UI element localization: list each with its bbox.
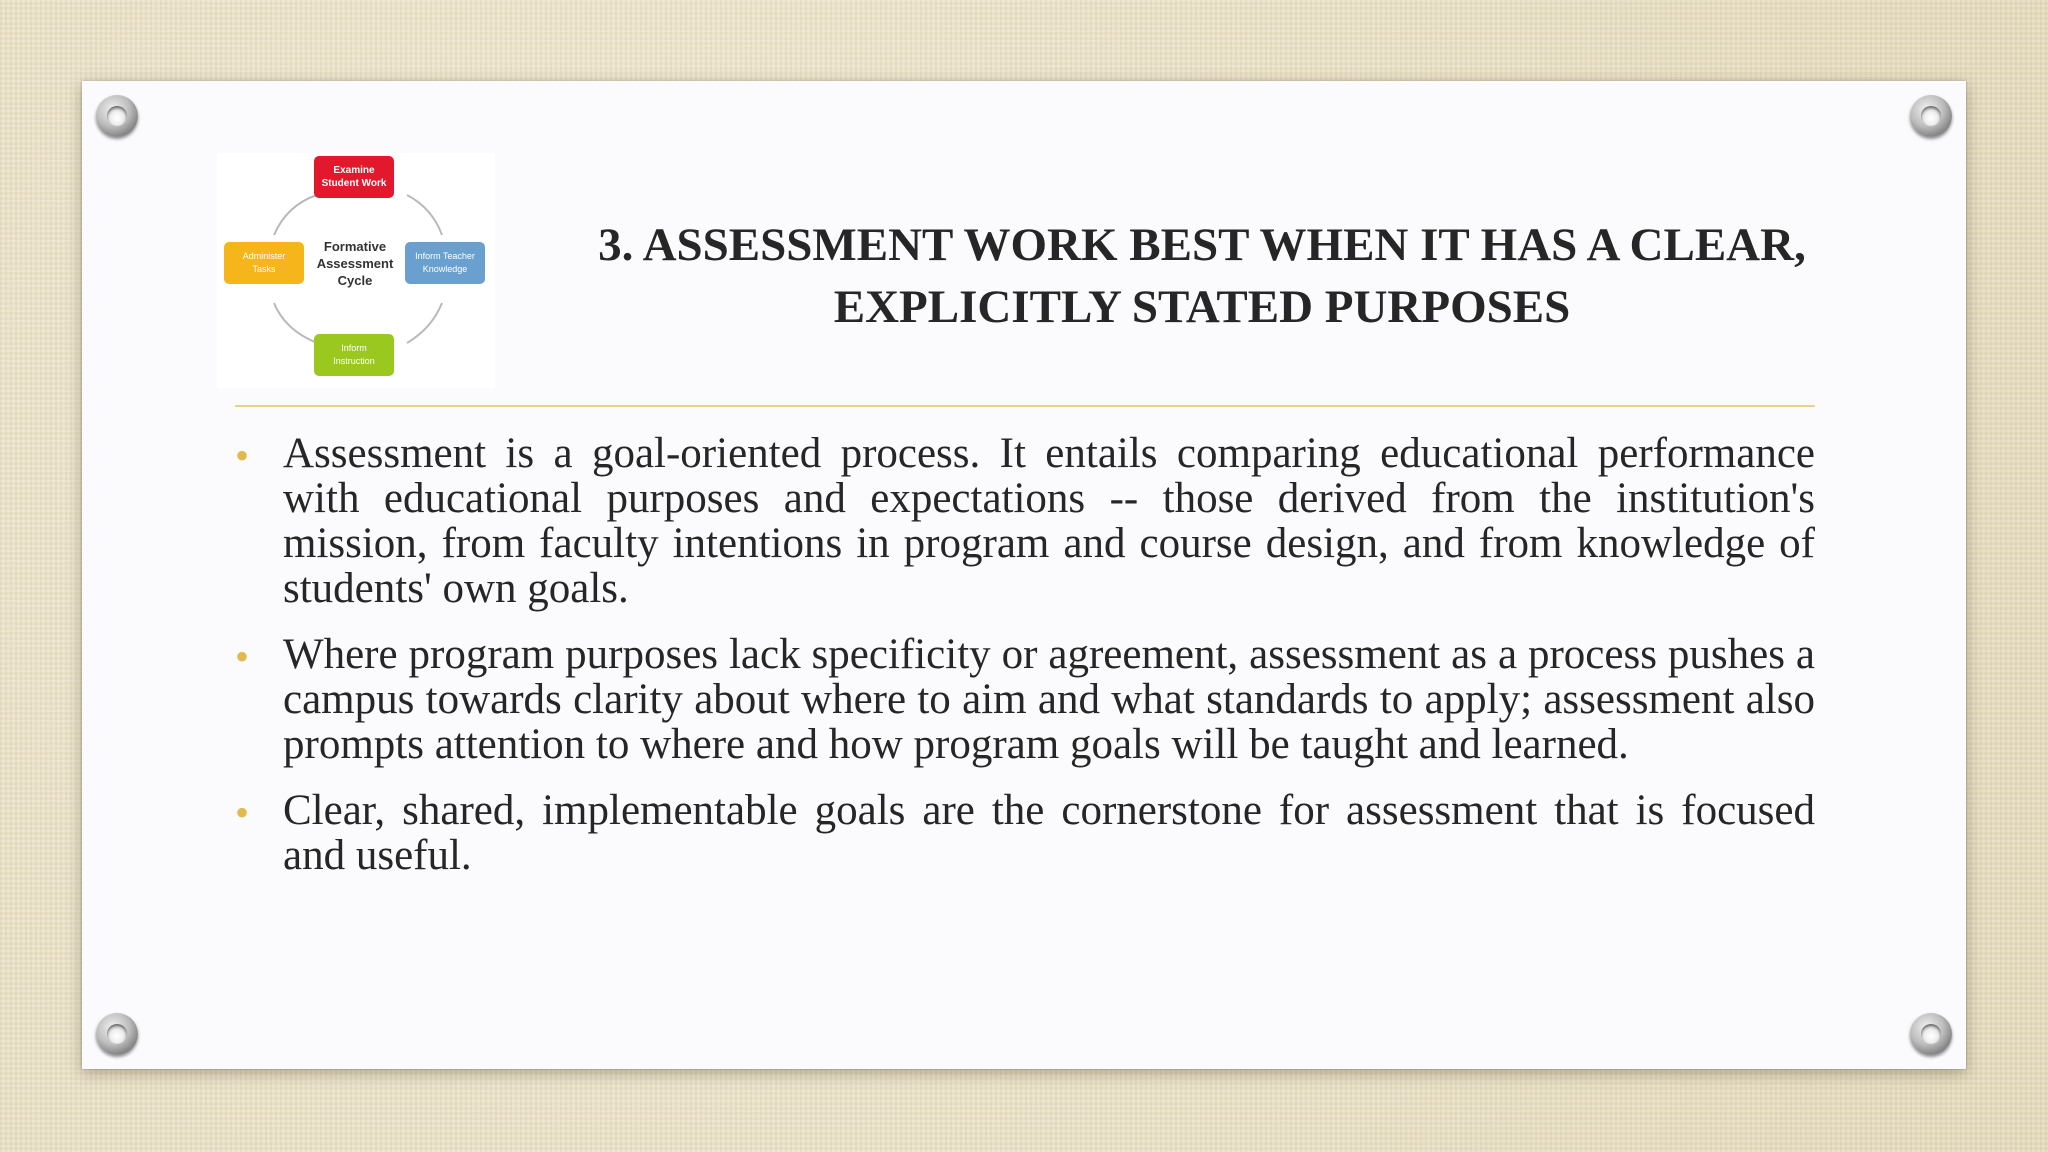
cycle-left-line2: Tasks	[252, 264, 276, 274]
cycle-right-line2: Knowledge	[422, 264, 468, 274]
grommet-top-left	[96, 95, 138, 137]
cycle-box-top	[314, 156, 394, 198]
title-divider	[235, 405, 1815, 407]
bullet-list	[235, 431, 1815, 899]
slide-title: 3. ASSESSMENT WORK BEST WHEN IT HAS A CLEAR, EXPLICITLY STATED PURPOSES	[598, 219, 1806, 333]
cycle-box-right	[405, 242, 485, 284]
cycle-center-line3: Cycle	[337, 273, 373, 288]
cycle-left-line1: Administer	[242, 251, 286, 261]
cycle-box-left	[224, 242, 304, 284]
cycle-top-line1: Examine	[333, 165, 375, 176]
bullet-item	[235, 632, 1815, 767]
grommet-bottom-right	[1910, 1013, 1952, 1055]
bullet-marker-icon: •	[235, 634, 250, 679]
cycle-box-bottom	[314, 334, 394, 376]
grommet-top-right	[1910, 95, 1952, 137]
cycle-bottom-line2: Instruction	[333, 356, 375, 366]
cycle-diagram-svg	[217, 153, 495, 388]
grommet-bottom-left	[96, 1013, 138, 1055]
cycle-arrow-top-right	[407, 195, 442, 235]
bullet-marker-icon: •	[235, 790, 250, 835]
bullet-text: Clear, shared, implementable goals are the cornerstone for assessment that is focused and useful.	[283, 787, 1815, 879]
bullet-text: Assessment is a goal-oriented process. It entails comparing educational performance with educational purposes and expectations -- those derived from the institution's mission, from faculty intentions in program and course design, and from knowledge of students' own goals.	[283, 430, 1815, 612]
bullet-item	[235, 431, 1815, 611]
bullet-item	[235, 788, 1815, 878]
cycle-arrow-bottom-left	[274, 303, 317, 343]
bullet-marker-icon: •	[235, 433, 250, 478]
cycle-bottom-line1: Inform	[341, 343, 367, 353]
formative-assessment-cycle-diagram	[217, 153, 495, 388]
cycle-arrow-top-left	[274, 195, 317, 235]
cycle-arrow-bottom-right	[407, 303, 442, 343]
cycle-center-line2: Assessment	[316, 256, 394, 271]
bullet-text: Where program purposes lack specificity or agreement, assessment as a process pushes a campus towards clarity about where to aim and what standards to apply; assessment also prompts attention to where and how program goals will be taught and learned.	[283, 631, 1815, 768]
cycle-right-line1: Inform Teacher	[415, 251, 475, 261]
cycle-top-line2: Student Work	[321, 178, 387, 189]
slide-card	[82, 81, 1966, 1069]
cycle-center-line1: Formative	[323, 239, 387, 254]
